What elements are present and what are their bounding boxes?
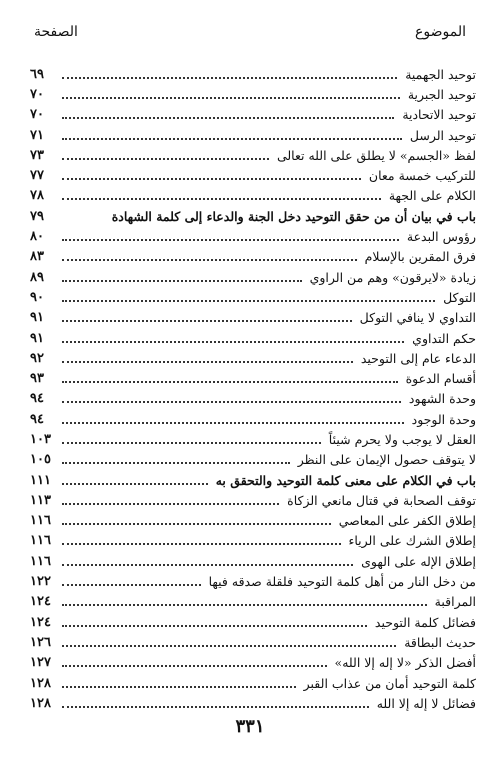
- leader-dots: [62, 279, 302, 282]
- leader-dots: [62, 299, 435, 302]
- toc-entry-title: للتركيب خمسة معان: [368, 168, 476, 184]
- leader-dots: [62, 685, 296, 688]
- toc-entry-page: ٧٠: [30, 86, 44, 102]
- toc-entry: [30, 348, 476, 368]
- toc-entry-page: ٨٩: [30, 269, 44, 285]
- topic-column-label: الموضوع: [415, 24, 466, 40]
- leader-dots: [62, 502, 279, 505]
- toc-entry-title: أقسام الدعوة: [405, 371, 476, 387]
- toc-entry-page: ٧٨: [30, 188, 44, 204]
- toc-entry-title: إطلاق الإله على الهوى: [361, 553, 476, 569]
- leader-dots: [62, 197, 381, 200]
- toc-entry: [30, 125, 476, 145]
- toc-entry-title: التوكل: [443, 289, 476, 305]
- toc-entry: [30, 551, 476, 571]
- toc-entry-title: الدعاء عام إلى التوحيد: [360, 350, 476, 366]
- leader-dots: [62, 421, 404, 424]
- leader-dots: [62, 542, 341, 545]
- toc-entry-title: أفضل الذكر «لا إله إلا الله»: [334, 655, 476, 671]
- page-number: ٣٣١: [235, 716, 265, 737]
- toc-entry-page: ١٢٤: [30, 614, 51, 630]
- leader-dots: [62, 522, 331, 525]
- toc-entry-page: ٨٣: [30, 249, 44, 265]
- leader-dots: [62, 461, 290, 464]
- toc-entry: [30, 409, 476, 429]
- toc-entry-title: لفظ «الجسم» لا يطلق على الله تعالى: [276, 147, 476, 163]
- toc-entry-page: ١٢٨: [30, 675, 51, 691]
- toc-entry-page: ٩٢: [30, 350, 44, 366]
- toc-entry-title: فضائل كلمة التوحيد: [374, 614, 476, 630]
- toc-entry: [30, 247, 476, 267]
- toc-entry-title: الكلام على الجهة: [388, 188, 476, 204]
- toc-entry-page: ٩١: [30, 310, 44, 326]
- toc-entry-page: ٧١: [30, 127, 44, 143]
- toc-entry-title: توقف الصحابة في قتال مانعي الزكاة: [287, 492, 476, 508]
- toc-entry: [30, 531, 476, 551]
- toc-entry-title: إطلاق الكفر على المعاصي: [338, 513, 476, 529]
- toc-entry-page: ٩١: [30, 330, 44, 346]
- toc-entry-page: ١٢٨: [30, 695, 51, 711]
- leader-dots: [62, 238, 399, 241]
- toc-entry-page: ١١١: [30, 472, 51, 488]
- toc-entry-title: فضائل لا إله إلا الله: [376, 695, 476, 711]
- toc-entry-page: ٧٧: [30, 168, 44, 184]
- toc-entry: [30, 308, 476, 328]
- toc-entry: [30, 470, 476, 490]
- leader-dots: [62, 258, 357, 261]
- leader-dots: [62, 340, 404, 343]
- toc-entry-page: ٩٣: [30, 371, 44, 387]
- toc-entry-title: زيادة «لايرقون» وهم من الراوي: [309, 269, 476, 285]
- leader-dots: [62, 705, 369, 708]
- toc-entry-page: ١١٦: [30, 553, 51, 569]
- toc-entry-title: العقل لا يوجب ولا يحرم شيئاً: [328, 431, 476, 447]
- toc-entry: [30, 653, 476, 673]
- toc-entry-page: ٩٤: [30, 391, 44, 407]
- toc-entry-title: فرق المقرين بالإسلام: [364, 249, 476, 265]
- leader-dots: [62, 360, 353, 363]
- leader-dots: [62, 177, 361, 180]
- toc-entry-title: باب في بيان أن من حقق التوحيد دخل الجنة والدعاء إلى كلمة الشهادة: [111, 208, 476, 224]
- toc-entry-title: وحدة الوجود: [411, 411, 476, 427]
- leader-dots: [62, 116, 394, 119]
- toc-entry-page: ١٠٥: [30, 452, 51, 468]
- toc-entry: [30, 693, 476, 713]
- toc-entry: [30, 267, 476, 287]
- toc-entry: [30, 64, 476, 84]
- toc-entry-page: ٨٠: [30, 229, 44, 245]
- toc-entry-title: كلمة التوحيد أمان من عذاب القبر: [303, 675, 476, 691]
- toc-entry-page: ١٢٤: [30, 594, 51, 610]
- toc-entry: [30, 511, 476, 531]
- toc-entry-title: رؤوس البدعة: [406, 229, 476, 245]
- toc-entry-title: توحيد الجبرية: [407, 86, 476, 102]
- table-of-contents: [30, 64, 476, 714]
- toc-entry-title: توحيد الرسل: [409, 127, 476, 143]
- toc-header: [34, 22, 466, 42]
- toc-entry-page: ١١٦: [30, 513, 51, 529]
- toc-entry: [30, 84, 476, 104]
- leader-dots: [62, 400, 401, 403]
- toc-entry: [30, 328, 476, 348]
- toc-entry: [30, 287, 476, 307]
- leader-dots: [62, 219, 104, 220]
- toc-entry-title: حكم التداوي: [412, 330, 476, 346]
- toc-entry-page: ١١٣: [30, 492, 51, 508]
- toc-entry-page: ٩٤: [30, 411, 44, 427]
- leader-dots: [62, 664, 327, 667]
- toc-entry: [30, 632, 476, 652]
- leader-dots: [62, 319, 352, 322]
- toc-entry-page: ١٢٢: [30, 574, 51, 590]
- toc-entry-page: ٧٩: [30, 208, 44, 224]
- toc-entry: [30, 165, 476, 185]
- toc-entry-page: ١٢٧: [30, 655, 51, 671]
- toc-entry-title: من دخل النار من أهل كلمة التوحيد فلقلة صدقه فيها: [208, 574, 476, 590]
- leader-dots: [62, 624, 367, 627]
- toc-entry: [30, 206, 476, 226]
- leader-dots: [62, 157, 269, 160]
- toc-entry-title: وحدة الشهود: [408, 391, 476, 407]
- toc-entry: [30, 105, 476, 125]
- toc-entry-title: إطلاق الشرك على الرياء: [348, 533, 476, 549]
- toc-entry-page: ١٠٣: [30, 431, 51, 447]
- toc-entry: [30, 571, 476, 591]
- leader-dots: [62, 482, 208, 485]
- toc-entry-title: لا يتوقف حصول الإيمان على النظر: [297, 452, 476, 468]
- leader-dots: [62, 96, 400, 99]
- toc-entry-title: توحيد الجهمية: [405, 66, 476, 82]
- toc-entry: [30, 612, 476, 632]
- leader-dots: [62, 644, 396, 647]
- leader-dots: [62, 76, 397, 79]
- toc-entry-title: توحيد الاتحادية: [402, 107, 476, 123]
- toc-entry: [30, 368, 476, 388]
- leader-dots: [62, 380, 398, 383]
- toc-entry: [30, 592, 476, 612]
- toc-entry: [30, 450, 476, 470]
- toc-entry: [30, 226, 476, 246]
- toc-entry-title: باب في الكلام على معنى كلمة التوحيد والتحقق به: [215, 472, 476, 488]
- toc-entry: [30, 186, 476, 206]
- toc-entry: [30, 145, 476, 165]
- toc-entry: [30, 490, 476, 510]
- leader-dots: [62, 563, 353, 566]
- toc-entry: [30, 429, 476, 449]
- toc-entry-page: ٩٠: [30, 289, 44, 305]
- toc-entry-page: ١٢٦: [30, 634, 51, 650]
- toc-entry: [30, 389, 476, 409]
- toc-entry-page: ١١٦: [30, 533, 51, 549]
- leader-dots: [62, 583, 201, 586]
- page-column-label: الصفحة: [34, 24, 78, 40]
- leader-dots: [62, 137, 402, 140]
- leader-dots: [62, 441, 321, 444]
- toc-entry-title: التداوي لا ينافي التوكل: [359, 310, 476, 326]
- leader-dots: [62, 603, 427, 606]
- toc-entry: [30, 673, 476, 693]
- toc-entry-page: ٧٠: [30, 107, 44, 123]
- toc-entry-page: ٦٩: [30, 66, 44, 82]
- toc-entry-page: ٧٣: [30, 147, 44, 163]
- toc-entry-title: حديث البطاقة: [404, 634, 476, 650]
- toc-entry-title: المراقبة: [434, 594, 476, 610]
